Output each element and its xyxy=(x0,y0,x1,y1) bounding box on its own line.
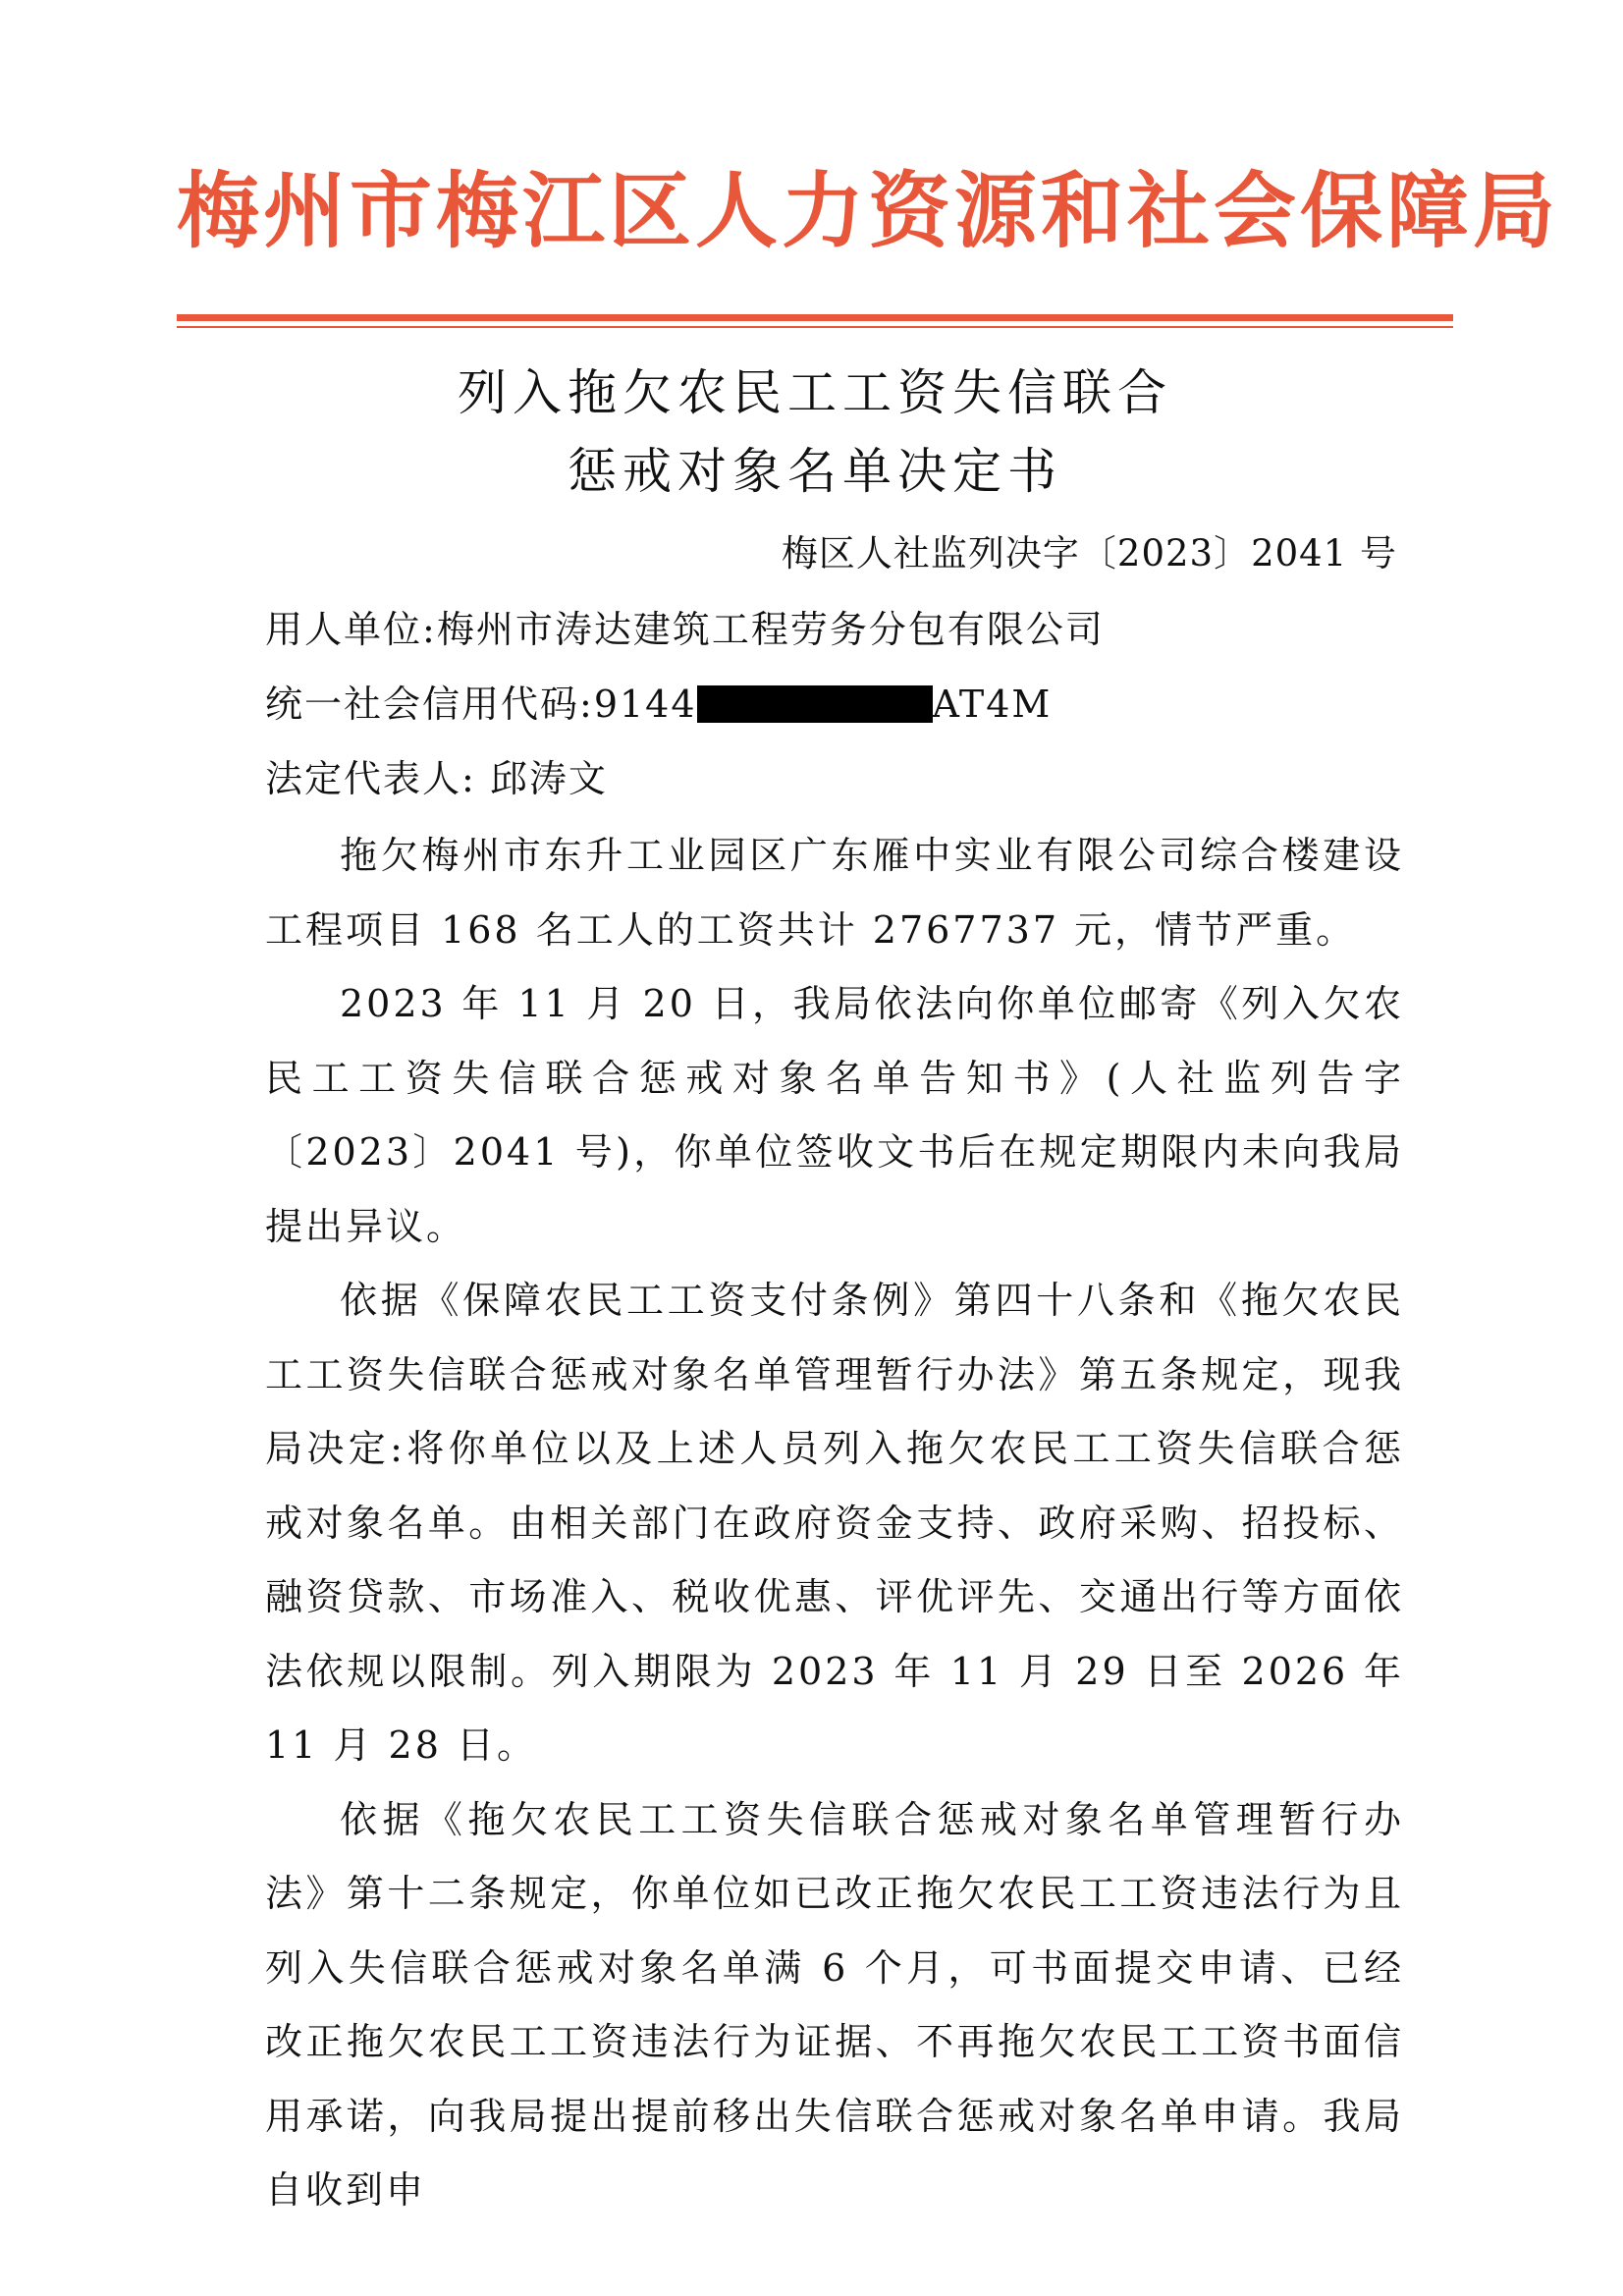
document-title-line2: 惩戒对象名单决定书 xyxy=(568,443,1062,500)
document-title-line1: 列入拖欠农民工工资失信联合 xyxy=(458,364,1172,421)
legal-rep-label: 法定代表人: xyxy=(265,757,476,800)
employer-label: 用人单位: xyxy=(265,608,437,651)
credit-code-field xyxy=(265,674,1052,728)
credit-code-label: 统一社会信用代码: xyxy=(265,683,594,726)
document-number: 梅区人社监列决字〔2023〕2041 号 xyxy=(781,532,1397,574)
document-body xyxy=(265,819,1404,2228)
credit-code-suffix: AT4M xyxy=(932,683,1053,726)
credit-code-prefix: 9144 xyxy=(593,683,697,726)
legal-rep-field xyxy=(265,748,608,802)
employer-value: 梅州市涛达建筑工程劳务分包有限公司 xyxy=(436,608,1105,651)
paragraph-arrears: 拖欠梅州市东升工业园区广东雁中实业有限公司综合楼建设工程项目 168 名工人的工资共计 2767737 元，情节严重。 xyxy=(265,834,1404,952)
redaction-bar xyxy=(697,685,933,723)
header-rule-thin xyxy=(177,326,1453,328)
header-rule-thick xyxy=(177,314,1453,321)
paragraph-decision: 依据《保障农民工工资支付条例》第四十八条和《拖欠农民工工资失信联合惩戒对象名单管理暂行办法》第五条规定，现我局决定:将你单位以及上述人员列入拖欠农民工工资失信联合惩戒对象名单。由相关部门在政府资金支持、政府采购、招投标、融资贷款、市场准入、税收优惠、评优评先、交通出行等方面依法依规以限制。列入期限为 2023 年 11 月 29 日至 2026 年 11 月 28 日。 xyxy=(265,1279,1404,1767)
paragraph-removal: 依据《拖欠农民工工资失信联合惩戒对象名单管理暂行办法》第十二条规定，你单位如已改正拖欠农民工工资违法行为且列入失信联合惩戒对象名单满 6 个月，可书面提交申请、已经改正拖欠农民工工资违法行为证据、不再拖欠农民工工资书面信用承诺，向我局提出提前移出失信联合惩戒对象名单申请。我局自收到申 xyxy=(265,1797,1404,2212)
agency-header: 梅州市梅江区人力资源和社会保障局 xyxy=(177,162,1560,259)
legal-rep-value: 邱涛文 xyxy=(489,757,608,800)
paragraph-notice: 2023 年 11 月 20 日，我局依法向你单位邮寄《列入欠农民工工资失信联合惩戒对象名单告知书》(人社监列告字〔2023〕2041 号)，你单位签收文书后在规定期限内未向我局提出异议。 xyxy=(265,982,1404,1248)
employer-field xyxy=(265,599,1105,653)
